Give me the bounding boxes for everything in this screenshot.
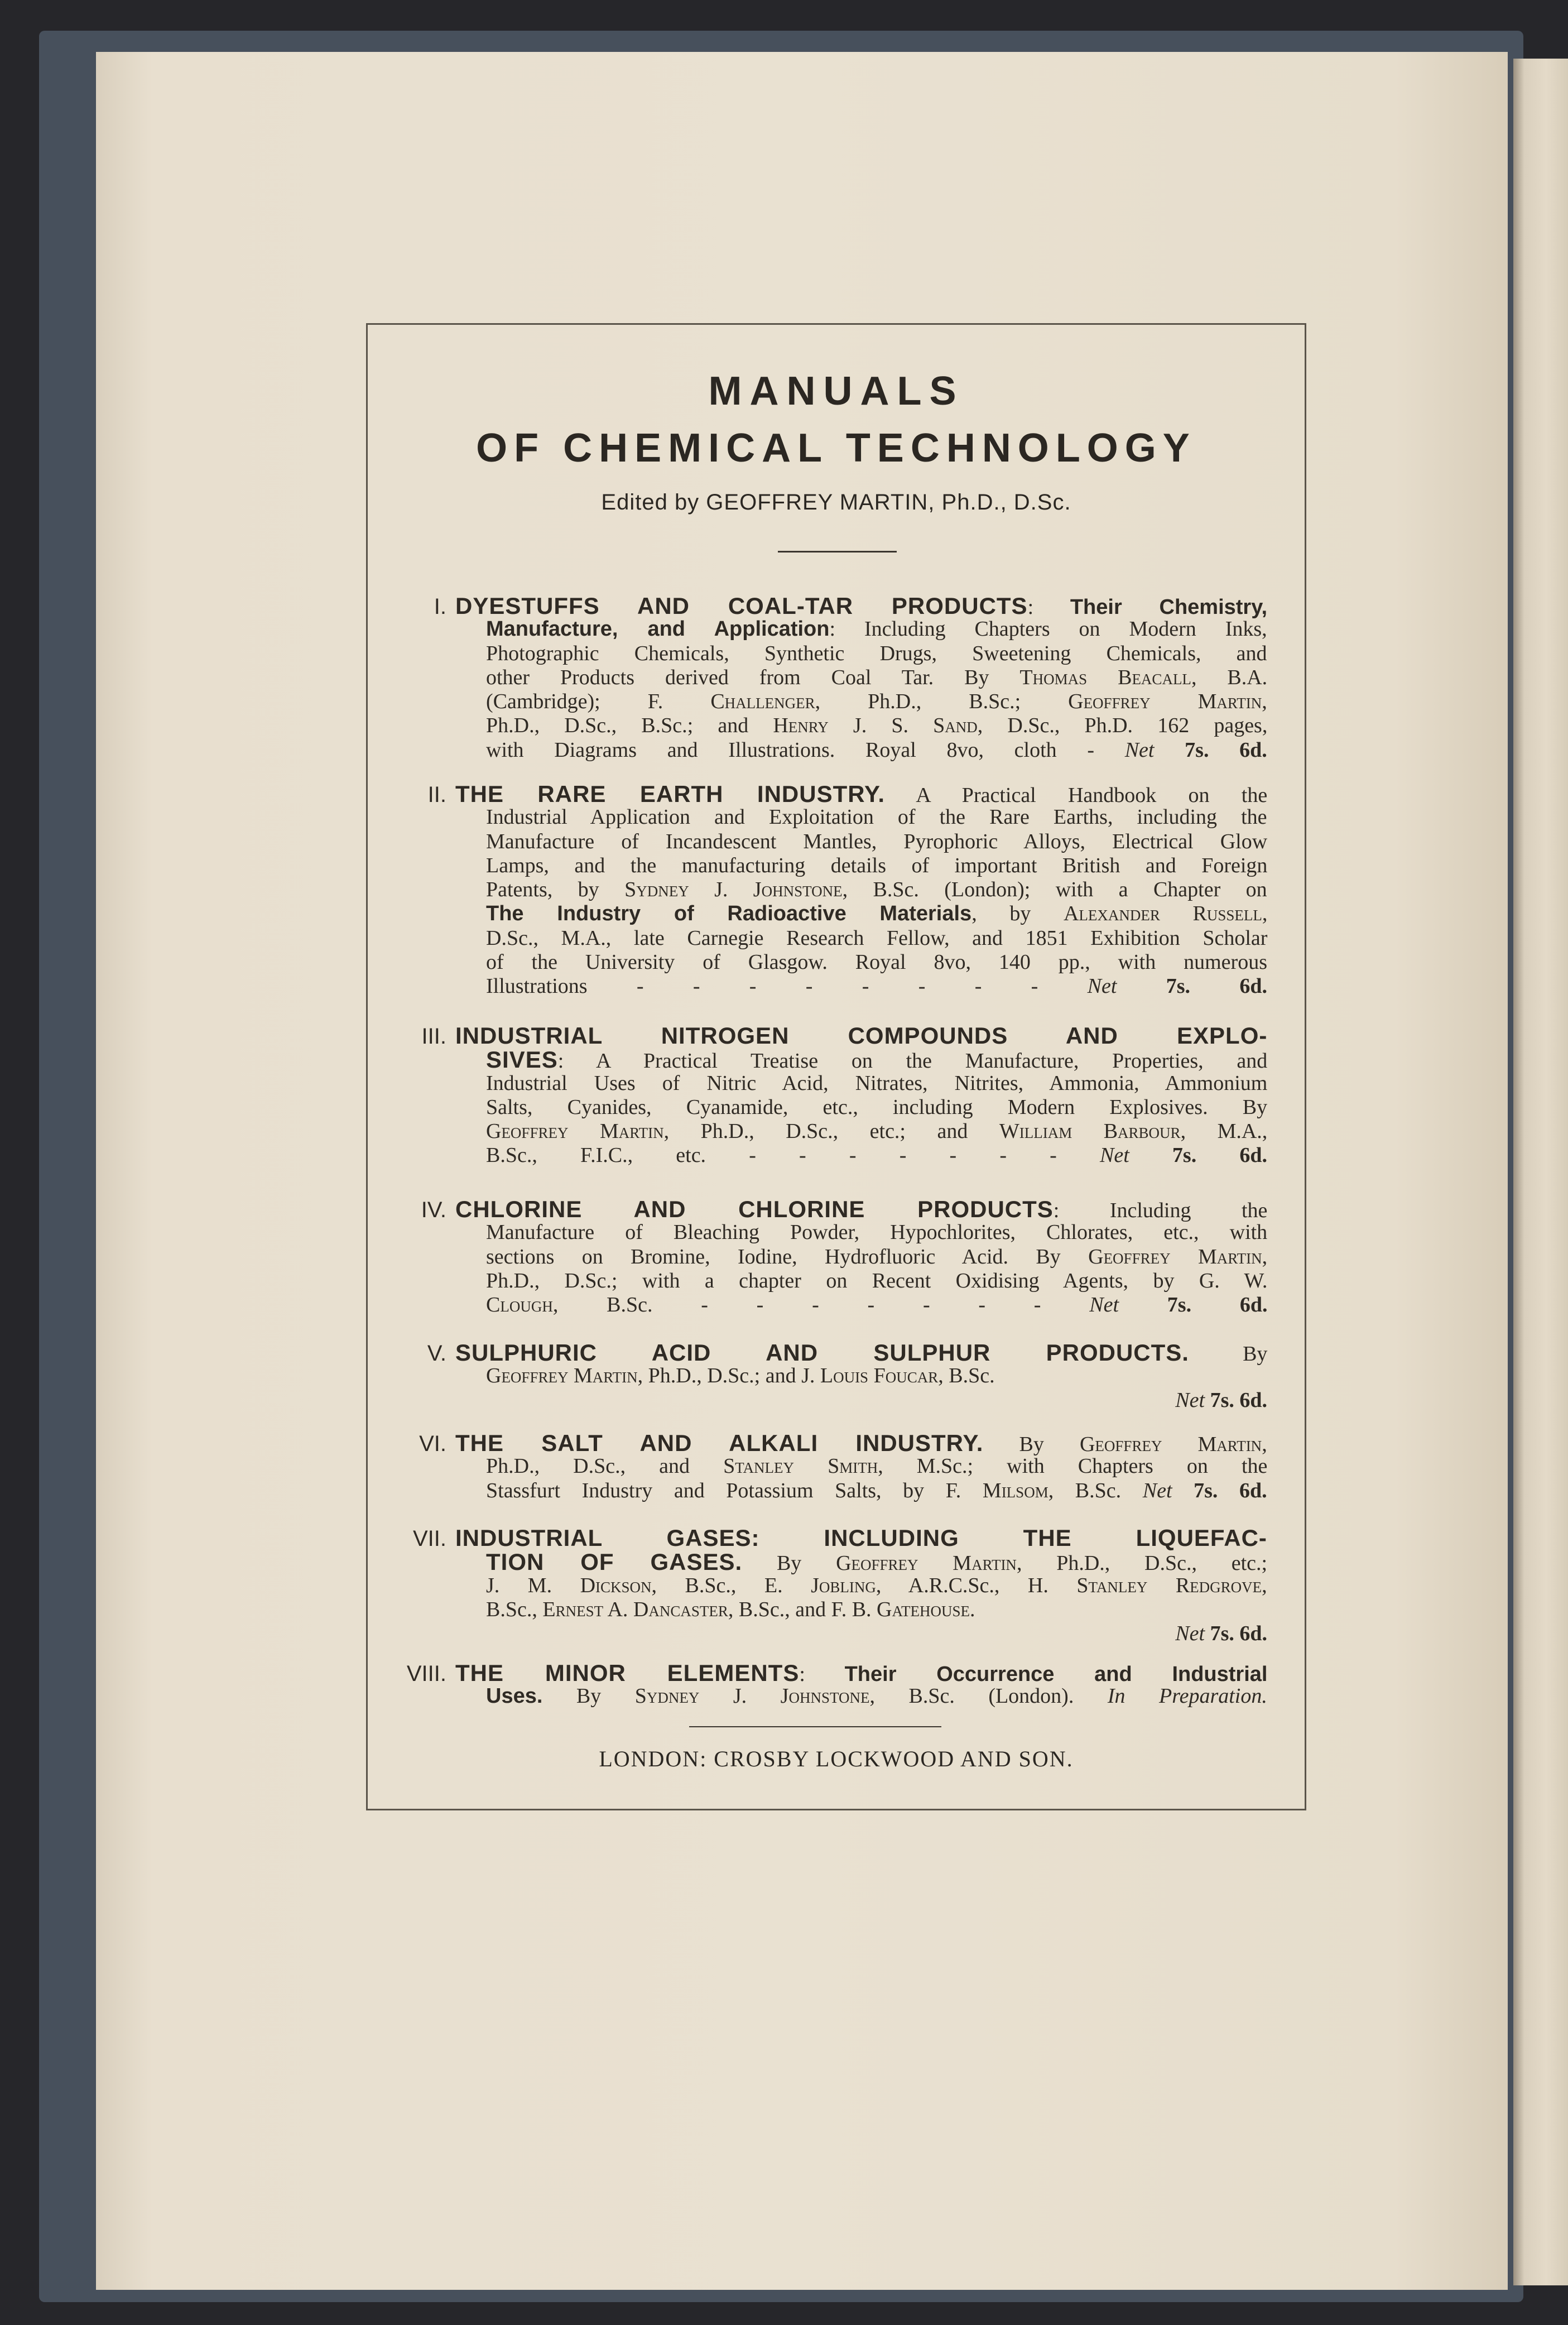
entry-line: [391, 1525, 1267, 1549]
body-text: , B.Sc.: [938, 1364, 995, 1388]
line-text: [486, 877, 1267, 902]
body-text: Ph.D., D.Sc.; with a chapter on Recent Oxidising Agents, by G. W.: [486, 1269, 1268, 1293]
facing-page-edge: [1513, 59, 1568, 2285]
line-text: [486, 1220, 1267, 1245]
entry-number: V.: [427, 1341, 446, 1366]
entry-line: [486, 689, 1267, 713]
entry-line: [486, 1220, 1267, 1244]
entry-line: [486, 1684, 1267, 1708]
body-text: Manufacture of Bleaching Powder, Hypochlorites, Chlorates, etc., with: [486, 1221, 1268, 1245]
author-name: Geoffrey Martin: [1068, 690, 1262, 714]
body-text: D.Sc., M.A., late Carnegie Research Fellow, and 1851 Exhibition Scholar: [486, 926, 1268, 950]
entry-line: [486, 1573, 1267, 1597]
body-text: A Practical Handbook on the: [885, 784, 1268, 807]
net-label: Net: [1087, 974, 1117, 998]
body-text: Ph.D., D.Sc., and: [486, 1454, 724, 1478]
body-text: : Including Chapters on Modern Inks,: [829, 617, 1267, 641]
line-text: [486, 713, 1267, 738]
subtitle-text: Their Chemistry,: [1070, 595, 1268, 619]
entry-line: [486, 901, 1267, 925]
line-text: [486, 1454, 1267, 1478]
entry-number: II.: [427, 782, 446, 807]
author-name: Sydney J. Johnstone: [634, 1684, 870, 1708]
author-name: Alexander Russell: [1063, 902, 1262, 926]
entry-line: [486, 641, 1267, 665]
line-text: [486, 1046, 1267, 1073]
body-text: Photographic Chemicals, Synthetic Drugs, Sweetening Chemicals, and: [486, 641, 1267, 665]
entry-line: [391, 1022, 1268, 1049]
entry-line: [486, 926, 1267, 950]
entry-line: [486, 1143, 1267, 1167]
price: 7s. 6d.: [1129, 1144, 1268, 1168]
body-text: , Ph.D., D.Sc.; and J.: [637, 1364, 820, 1388]
entry-line: [486, 738, 1267, 762]
body-text: Industrial Application and Exploitation of the Rare Earths, including the: [486, 805, 1267, 829]
entry-line: [391, 1430, 1267, 1454]
entry-line: [486, 1478, 1267, 1502]
book-entry: [391, 1525, 1267, 1645]
line-text: [486, 738, 1267, 762]
entry-line: [486, 1245, 1267, 1269]
line-text: [486, 1573, 1267, 1598]
line-text: [1175, 1388, 1267, 1413]
body-text: , B.Sc., and F. B.: [728, 1597, 877, 1621]
book-entry: [391, 1339, 1267, 1412]
body-text: (Cambridge); F.: [486, 690, 711, 714]
entry-heading: THE SALT AND ALKALI INDUSTRY.: [455, 1430, 984, 1456]
entry-number: IV.: [421, 1198, 446, 1222]
body-text: , Ph.D., B.Sc.;: [815, 690, 1069, 714]
entry-number: VII.: [412, 1526, 446, 1551]
body-text: Illustrations - - - - - - - -: [486, 974, 1088, 998]
body-text: :: [1027, 595, 1070, 619]
net-label: Net: [1089, 1293, 1119, 1317]
body-text: , B.Sc. - - - - - - -: [552, 1293, 1090, 1317]
entry-line: [486, 1119, 1267, 1143]
line-text: [391, 1660, 1267, 1687]
subtitle-text: Uses.: [486, 1684, 543, 1708]
entry-line: [486, 1363, 1267, 1387]
line-text: [391, 1339, 1267, 1366]
subtitle-text: Their Occurrence and Industrial: [844, 1663, 1268, 1686]
body-text: ,: [1262, 1245, 1268, 1269]
author-name: Clough: [486, 1293, 553, 1317]
entry-number: VIII.: [406, 1661, 446, 1686]
body-text: B.Sc.,: [486, 1597, 543, 1621]
body-text: By: [983, 1433, 1080, 1456]
entry-number: III.: [421, 1024, 446, 1049]
author-name: Geoffrey Martin: [1079, 1433, 1262, 1456]
body-text: ,: [1262, 1433, 1267, 1456]
line-text: [486, 853, 1267, 878]
body-text: B.Sc., F.I.C., etc. - - - - - - -: [486, 1144, 1100, 1168]
line-text: [486, 1549, 1267, 1575]
title-divider: [778, 551, 897, 553]
line-text: [486, 1684, 1267, 1708]
line-text: [486, 1071, 1267, 1096]
line-text: [391, 1525, 1267, 1551]
body-text: other Products derived from Coal Tar. By: [486, 665, 1020, 689]
entry-heading: THE RARE EARTH INDUSTRY.: [455, 781, 886, 807]
line-text: [486, 926, 1267, 950]
price: 7s. 6d.: [1205, 1388, 1267, 1412]
body-text: J. M.: [486, 1573, 580, 1597]
line-text: [486, 901, 1267, 926]
body-text: , M.Sc.; with Chapters on the: [878, 1454, 1268, 1478]
line-text: [486, 1293, 1267, 1317]
author-name: Challenger: [710, 690, 815, 714]
line-text: [391, 1196, 1267, 1223]
line-text: [486, 1245, 1267, 1269]
line-text: [486, 950, 1267, 974]
entry-line: [391, 1660, 1267, 1684]
author-name: Stanley Redgrove: [1076, 1573, 1262, 1597]
book-entry: [391, 1022, 1267, 1168]
entry-line: [486, 1046, 1268, 1073]
author-name: Louis Foucar: [820, 1364, 939, 1388]
net-label: In Preparation.: [1107, 1684, 1267, 1708]
line-text: [486, 641, 1267, 666]
body-text: :: [799, 1663, 845, 1686]
author-name: Ernest A. Dancaster: [542, 1597, 728, 1621]
line-text: [391, 593, 1267, 619]
entry-line: [486, 877, 1267, 901]
body-text: .: [970, 1597, 975, 1621]
entry-heading: DYESTUFFS AND COAL-TAR PRODUCTS: [455, 593, 1028, 619]
body-text: Manufacture of Incandescent Mantles, Pyrophoric Alloys, Electrical Glow: [486, 829, 1268, 853]
body-text: with Diagrams and Illustrations. Royal 8vo, cloth -: [486, 738, 1125, 762]
entry-line: [486, 617, 1267, 641]
body-text: of the University of Glasgow. Royal 8vo, 140 pp., with numerous: [486, 950, 1267, 974]
series-title-line2: OF CHEMICAL TECHNOLOGY: [476, 426, 1196, 470]
line-text: [486, 665, 1267, 690]
line-text: [486, 1269, 1267, 1293]
price: 7s. 6d.: [1154, 738, 1267, 762]
line-text: [391, 781, 1267, 808]
author-name: Stanley Smith: [723, 1454, 878, 1478]
body-text: By: [742, 1551, 836, 1575]
body-text: By: [1189, 1342, 1268, 1366]
line-text: [486, 1095, 1267, 1120]
body-text: , B.Sc. (London); with a Chapter on: [842, 878, 1267, 902]
entry-line: [391, 593, 1267, 617]
body-text: , B.Sc.: [1048, 1478, 1143, 1502]
net-label: Net: [1099, 1144, 1129, 1168]
entry-line: [486, 665, 1267, 689]
body-text: Ph.D., D.Sc., B.Sc.; and: [486, 714, 773, 738]
entry-line: [486, 1095, 1267, 1119]
body-text: , B.Sc., E.: [651, 1573, 811, 1597]
author-name: Jobling: [811, 1573, 876, 1597]
line-text: [486, 1478, 1267, 1503]
book-entry: [391, 1430, 1267, 1502]
entry-line: [486, 1269, 1267, 1293]
book-entry: [391, 1196, 1267, 1317]
body-text: , Ph.D., D.Sc., etc.;: [1016, 1551, 1268, 1575]
editor-credit: Edited by GEOFFREY MARTIN, Ph.D., D.Sc.: [601, 490, 1071, 515]
net-label: Net: [1175, 1622, 1205, 1646]
entry-heading: TION OF GASES.: [486, 1549, 743, 1575]
price: 7s. 6d.: [1172, 1478, 1267, 1502]
book-entry: [391, 781, 1267, 998]
entry-line: [486, 1549, 1267, 1573]
body-text: , M.A.,: [1180, 1120, 1268, 1144]
entry-number: I.: [434, 594, 446, 619]
body-text: sections on Bromine, Iodine, Hydrofluoric Acid. By: [486, 1245, 1089, 1269]
body-text: Patents, by: [486, 878, 625, 902]
line-text: [486, 1119, 1267, 1144]
entry-heading: SIVES: [486, 1046, 558, 1073]
body-text: : Including the: [1053, 1199, 1268, 1222]
entry-line: [486, 1621, 1267, 1645]
entry-line: [486, 950, 1267, 974]
line-text: [486, 1597, 975, 1622]
price: 7s. 6d.: [1119, 1293, 1268, 1317]
body-text: By: [542, 1684, 635, 1708]
body-text: , D.Sc., Ph.D. 162 pages,: [977, 714, 1268, 738]
body-text: , Ph.D., D.Sc., etc.; and: [663, 1120, 999, 1144]
entry-heading: THE MINOR ELEMENTS: [455, 1660, 800, 1686]
subtitle-text: Manufacture, and Application: [486, 617, 830, 641]
body-text: , B.A.: [1191, 665, 1268, 689]
body-text: ,: [1262, 1573, 1267, 1597]
author-name: Milsom: [982, 1478, 1048, 1502]
line-text: [486, 1143, 1267, 1168]
body-text: ,: [1262, 690, 1267, 714]
book-entry: [391, 593, 1267, 762]
footer-divider: [689, 1726, 941, 1727]
body-text: , by: [971, 902, 1064, 926]
author-name: Gatehouse: [877, 1597, 970, 1621]
line-text: [1175, 1621, 1267, 1646]
body-text: Industrial Uses of Nitric Acid, Nitrates, Nitrites, Ammonia, Ammonium: [486, 1071, 1268, 1095]
entry-line: [391, 1196, 1267, 1220]
author-name: William Barbour: [999, 1120, 1181, 1144]
net-label: Net: [1142, 1478, 1172, 1502]
entry-number: VI.: [419, 1431, 446, 1456]
line-text: [486, 829, 1267, 854]
series-title-line1: MANUALS: [708, 369, 964, 414]
author-name: Dickson: [580, 1573, 652, 1597]
entry-line: [391, 781, 1267, 805]
entry-line: [486, 1388, 1267, 1412]
entry-line: [486, 713, 1267, 737]
entry-line: [486, 974, 1267, 998]
body-text: ,: [1262, 902, 1268, 926]
entry-line: [486, 1454, 1267, 1478]
entry-heading: INDUSTRIAL NITROGEN COMPOUNDS AND EXPLO-: [455, 1022, 1268, 1049]
net-label: Net: [1124, 738, 1155, 762]
entry-line: [486, 805, 1267, 829]
line-text: [486, 617, 1267, 641]
entry-heading: CHLORINE AND CHLORINE PRODUCTS: [455, 1196, 1054, 1222]
line-text: [486, 974, 1267, 998]
body-text: Stassfurt Industry and Potassium Salts, by F.: [486, 1478, 983, 1502]
book-entry: [391, 1660, 1267, 1708]
body-text: Salts, Cyanides, Cyanamide, etc., including Modern Explosives. By: [486, 1095, 1268, 1119]
author-name: Henry J. S. Sand: [773, 714, 978, 738]
entry-line: [486, 853, 1267, 877]
author-name: Thomas Beacall: [1019, 665, 1191, 689]
author-name: Geoffrey Martin: [486, 1120, 664, 1144]
line-text: [486, 1363, 995, 1388]
line-text: [391, 1430, 1267, 1457]
line-text: [486, 689, 1267, 714]
body-text: , A.R.C.Sc., H.: [876, 1573, 1077, 1597]
body-text: Lamps, and the manufacturing details of important British and Foreign: [486, 853, 1268, 877]
entry-line: [486, 1293, 1267, 1317]
body-text: , B.Sc. (London).: [869, 1684, 1108, 1708]
author-name: Geoffrey Martin: [836, 1551, 1017, 1575]
publisher-imprint: LONDON: CROSBY LOCKWOOD AND SON.: [599, 1746, 1074, 1771]
entry-heading: INDUSTRIAL GASES: INCLUDING THE LIQUEFAC-: [455, 1525, 1267, 1551]
net-label: Net: [1175, 1388, 1205, 1412]
author-name: Geoffrey Martin: [1088, 1245, 1262, 1269]
line-text: [391, 1022, 1267, 1049]
price: 7s. 6d.: [1205, 1622, 1267, 1646]
entry-heading: SULPHURIC ACID AND SULPHUR PRODUCTS.: [455, 1339, 1189, 1366]
subtitle-text: The Industry of Radioactive Materials: [486, 902, 972, 926]
entry-line: [486, 1597, 1267, 1621]
line-text: [486, 805, 1267, 829]
author-name: Geoffrey Martin: [486, 1364, 638, 1388]
entry-line: [391, 1339, 1268, 1366]
entry-line: [486, 829, 1267, 853]
entry-line: [486, 1071, 1267, 1095]
body-text: : A Practical Treatise on the Manufacture, Properties, and: [557, 1049, 1268, 1073]
author-name: Sydney J. Johnstone: [624, 878, 843, 902]
price: 7s. 6d.: [1117, 974, 1267, 998]
